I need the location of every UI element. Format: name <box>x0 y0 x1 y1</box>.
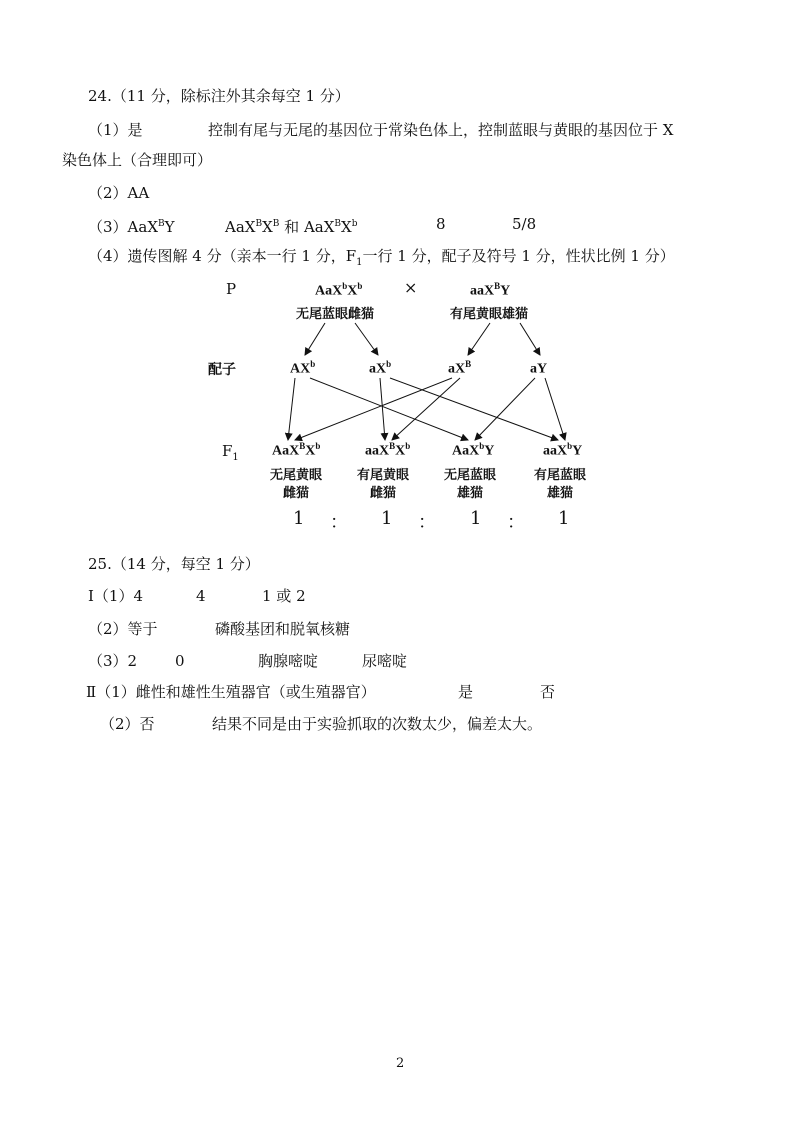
q24-answer-1-text: 控制有尾与无尾的基因位于常染色体上，控制蓝眼与黄眼的基因位于 X <box>208 121 674 139</box>
offspring-3-phenotype: 无尾蓝眼 <box>444 468 497 483</box>
q24-answer-2: （2）AA <box>88 184 150 202</box>
arrow-g4-to-f1-4 <box>545 378 565 440</box>
arrow-g2-to-f1-2 <box>380 378 385 440</box>
ratio-value-3: 1 <box>470 508 482 529</box>
q25-ii1-answer-a: Ⅱ（1）雌性和雄性生殖器官（或生殖器官） <box>86 683 376 701</box>
f1-label: $F_1$ <box>222 442 239 463</box>
arrow-g1-to-f1-3 <box>310 378 468 440</box>
arrow-g4-to-f1-3 <box>475 378 535 440</box>
arrow-g1-to-f1-1 <box>288 378 295 440</box>
offspring-2-sex: 雌猫 <box>370 486 397 501</box>
q25-title: 25.（14 分，每空 1 分） <box>88 555 260 573</box>
ratio-separator-3: ： <box>507 512 525 533</box>
q25-i1-answer-b: 4 <box>196 587 206 605</box>
q25-ii1-answer-b: 是 <box>458 683 474 701</box>
q25-i3-answer-d: 尿嘧啶 <box>362 652 408 670</box>
parent-label: P <box>226 280 237 298</box>
q25-i1-answer-a: Ⅰ（1）4 <box>88 587 144 605</box>
q25-i3-answer-c: 胸腺嘧啶 <box>258 652 319 670</box>
arrow-g3-to-f1-2 <box>392 378 460 440</box>
gamete-4: aY <box>530 361 548 377</box>
arrow-p2-to-gamete-3 <box>468 323 490 355</box>
parent-female-genotype: $AaX^bX^b$ <box>315 281 363 299</box>
ratio-separator-2: ： <box>418 512 436 533</box>
offspring-2-genotype: $aaX^BX^b$ <box>365 441 411 459</box>
arrow-p1-to-gamete-1 <box>305 323 325 355</box>
gamete-3: $aX^B$ <box>448 359 472 377</box>
q25-ii2-answer-a: （2）否 <box>100 715 155 733</box>
arrow-p2-to-gamete-4 <box>520 323 540 355</box>
q24-title: 24.（11 分，除标注外其余每空 1 分） <box>88 87 350 105</box>
q25-i2-answer-a: （2）等于 <box>88 620 158 638</box>
q25-i3-answer-a: （3）2 <box>88 652 138 670</box>
q24-answer-3-count: 8 <box>436 215 446 233</box>
offspring-1-sex: 雌猫 <box>283 486 310 501</box>
offspring-1-phenotype: 无尾黄眼 <box>270 468 323 483</box>
q24-answer-1-continued: 染色体上（合理即可） <box>62 151 213 169</box>
offspring-3-genotype: AaX$^b$Y <box>452 441 495 459</box>
arrow-g3-to-f1-1 <box>295 378 452 440</box>
ratio-value-2: 1 <box>381 508 393 529</box>
q25-ii1-answer-c: 否 <box>540 683 556 701</box>
gamete-label: 配子 <box>208 362 236 378</box>
q25-i1-answer-c: 1 或 2 <box>262 587 306 605</box>
gamete-1: $AX^b$ <box>290 359 316 377</box>
q24-answer-3-genotype-1: （3）AaX$^B$Y <box>88 218 175 236</box>
q25-i3-answer-b: 0 <box>175 652 185 670</box>
parent-female-phenotype: 无尾蓝眼雌猫 <box>296 307 375 322</box>
arrow-p1-to-gamete-2 <box>355 323 378 355</box>
q25-ii2-answer-b: 结果不同是由于实验抓取的次数太少，偏差太大。 <box>212 715 543 733</box>
offspring-2-phenotype: 有尾黄眼 <box>357 468 410 483</box>
q24-answer-3-genotypes-2: $AaX^BX^B$ 和 $AaX^BX^b$ <box>225 218 358 236</box>
parent-male-genotype: aaX$^B$Y <box>470 281 511 299</box>
cross-symbol: × <box>404 278 418 297</box>
q24-answer-3-fraction: 5/8 <box>512 215 537 233</box>
offspring-4-sex: 雄猫 <box>547 486 574 501</box>
q24-answer-1-number: （1）是 <box>88 121 143 139</box>
parent-male-phenotype: 有尾黄眼雄猫 <box>450 307 529 322</box>
ratio-value-4: 1 <box>558 508 570 529</box>
q25-i2-answer-b: 磷酸基团和脱氧核糖 <box>215 620 351 638</box>
gamete-2: $aX^b$ <box>369 359 392 377</box>
ratio-separator-1: ： <box>330 512 348 533</box>
q24-answer-4: （4）遗传图解 4 分（亲本一行 1 分，$F_1$一行 1 分，配子及符号 1 分，性状比例 1 分） <box>88 247 675 268</box>
offspring-4-phenotype: 有尾蓝眼 <box>534 468 587 483</box>
arrow-g2-to-f1-4 <box>390 378 558 440</box>
offspring-1-genotype: $AaX^BX^b$ <box>272 441 321 459</box>
offspring-3-sex: 雄猫 <box>457 486 484 501</box>
offspring-4-genotype: aaX$^b$Y <box>543 441 583 459</box>
page-number: 2 <box>396 1056 405 1071</box>
ratio-value-1: 1 <box>293 508 305 529</box>
